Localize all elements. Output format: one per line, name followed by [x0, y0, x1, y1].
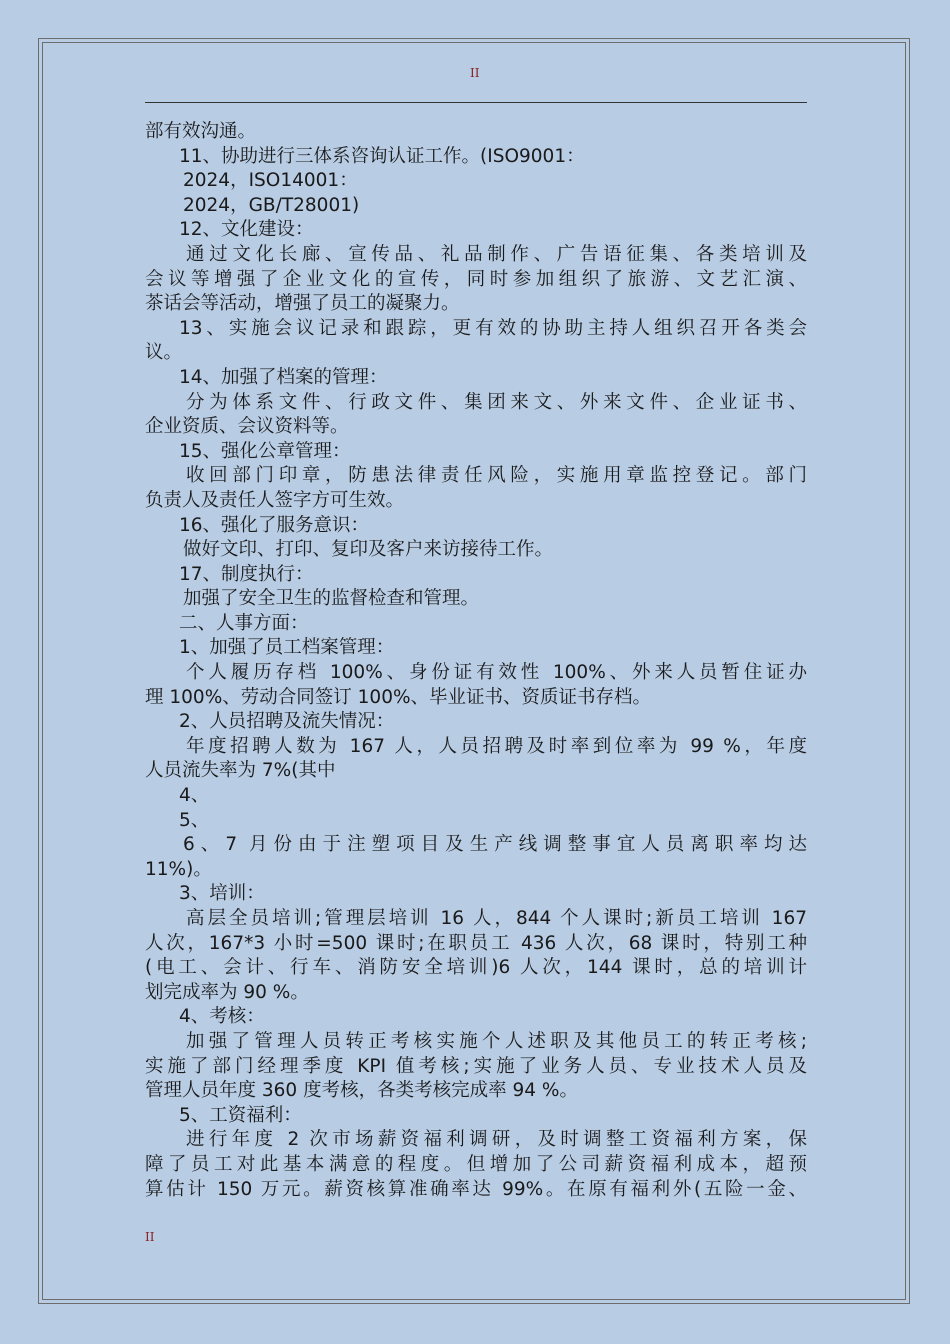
text-line: 3、培训： [179, 883, 265, 905]
text-line: 理 100%、劳动合同签订 100%、毕业证书、资质证书存档。 [145, 686, 652, 708]
text-line: 5、工资福利： [179, 1104, 302, 1126]
text-line: 加强了管理人员转正考核实施个人述职及其他员工的转正考核; [186, 1030, 807, 1052]
text-line: 收回部门印章，防患法律责任风险，实施用章监控登记。部门 [186, 465, 807, 487]
footer-mark: II [145, 1230, 155, 1244]
text-line: 做好文印、打印、复印及客户来访接待工作。 [183, 539, 554, 561]
text-line: 二、人事方面： [179, 612, 309, 634]
text-line: 高层全员培训;管理层培训 16 人，844 个人课时;新员工培训 167 [186, 908, 807, 929]
text-line: 12、文化建设： [179, 219, 314, 241]
text-line: 13、实施会议记录和跟踪，更有效的协助主持人组织召开各类会 [179, 317, 807, 339]
text-line: 14、加强了档案的管理： [179, 366, 388, 388]
text-line: 1、加强了员工档案管理： [179, 637, 395, 659]
text-line: 算估计 150 万元。薪资核算准确率达 99%。在原有福利外(五险一金、 [145, 1178, 807, 1200]
text-line: 11、协助进行三体系咨询认证工作。(ISO9001： [179, 145, 585, 167]
document-body [145, 120, 807, 1202]
text-line: 人员流失率为 7%(其中 [145, 760, 336, 782]
text-line: 16、强化了服务意识： [179, 514, 370, 536]
header-mark: II [470, 66, 480, 80]
text-line: 管理人员年度 360 度考核，各类考核完成率 94 %。 [145, 1080, 578, 1102]
text-line: 加强了安全卫生的监督检查和管理。 [183, 588, 480, 610]
text-line: 会议等增强了企业文化的宣传，同时参加组织了旅游、文艺汇演、 [145, 268, 807, 290]
text-line: 17、制度执行： [179, 563, 314, 585]
text-line: 年度招聘人数为 167 人，人员招聘及时率到位率为 99 %，年度 [186, 735, 807, 757]
header-rule [145, 102, 807, 103]
text-line: 11%)。 [145, 858, 212, 880]
text-line: 2、人员招聘及流失情况： [179, 711, 395, 733]
text-line: 6、7 月份由于注塑项目及生产线调整事宜人员离职率均达 [183, 834, 807, 856]
text-line: (电工、会计、行车、消防安全培训)6 人次，144 课时，总的培训计 [145, 957, 807, 979]
text-line: 议。 [145, 342, 183, 364]
text-line: 障了员工对此基本满意的程度。但增加了公司薪资福利成本，超预 [145, 1153, 807, 1175]
text-line: 进行年度 2 次市场薪资福利调研，及时调整工资福利方案，保 [186, 1129, 807, 1151]
text-line: 2024，GB/T28001) [183, 194, 360, 216]
text-line: 茶话会等活动，增强了员工的凝聚力。 [145, 293, 460, 315]
text-line: 实施了部门经理季度 KPI 值考核;实施了业务人员、专业技术人员及 [145, 1055, 807, 1077]
text-line: 4、考核： [179, 1006, 265, 1028]
text-line: 15、强化公章管理： [179, 440, 351, 462]
text-line: 部有效沟通。 [145, 121, 257, 142]
text-line: 个人履历存档 100%、身份证有效性 100%、外来人员暂住证办 [186, 662, 807, 684]
text-line: 4、 [179, 785, 210, 807]
text-line: 人次，167*3 小时=500 课时;在职员工 436 人次，68 课时，特别工种 [145, 932, 807, 954]
text-line: 企业资质、会议资料等。 [145, 416, 349, 438]
text-line: 划完成率为 90 %。 [145, 981, 309, 1003]
text-line: 5、 [179, 809, 210, 831]
text-line: 分为体系文件、行政文件、集团来文、外来文件、企业证书、 [186, 391, 807, 413]
text-line: 负责人及责任人签字方可生效。 [145, 489, 405, 511]
text-line: 2024，ISO14001： [183, 170, 358, 192]
text-line: 通过文化长廊、宣传品、礼品制作、广告语征集、各类培训及 [186, 243, 807, 265]
